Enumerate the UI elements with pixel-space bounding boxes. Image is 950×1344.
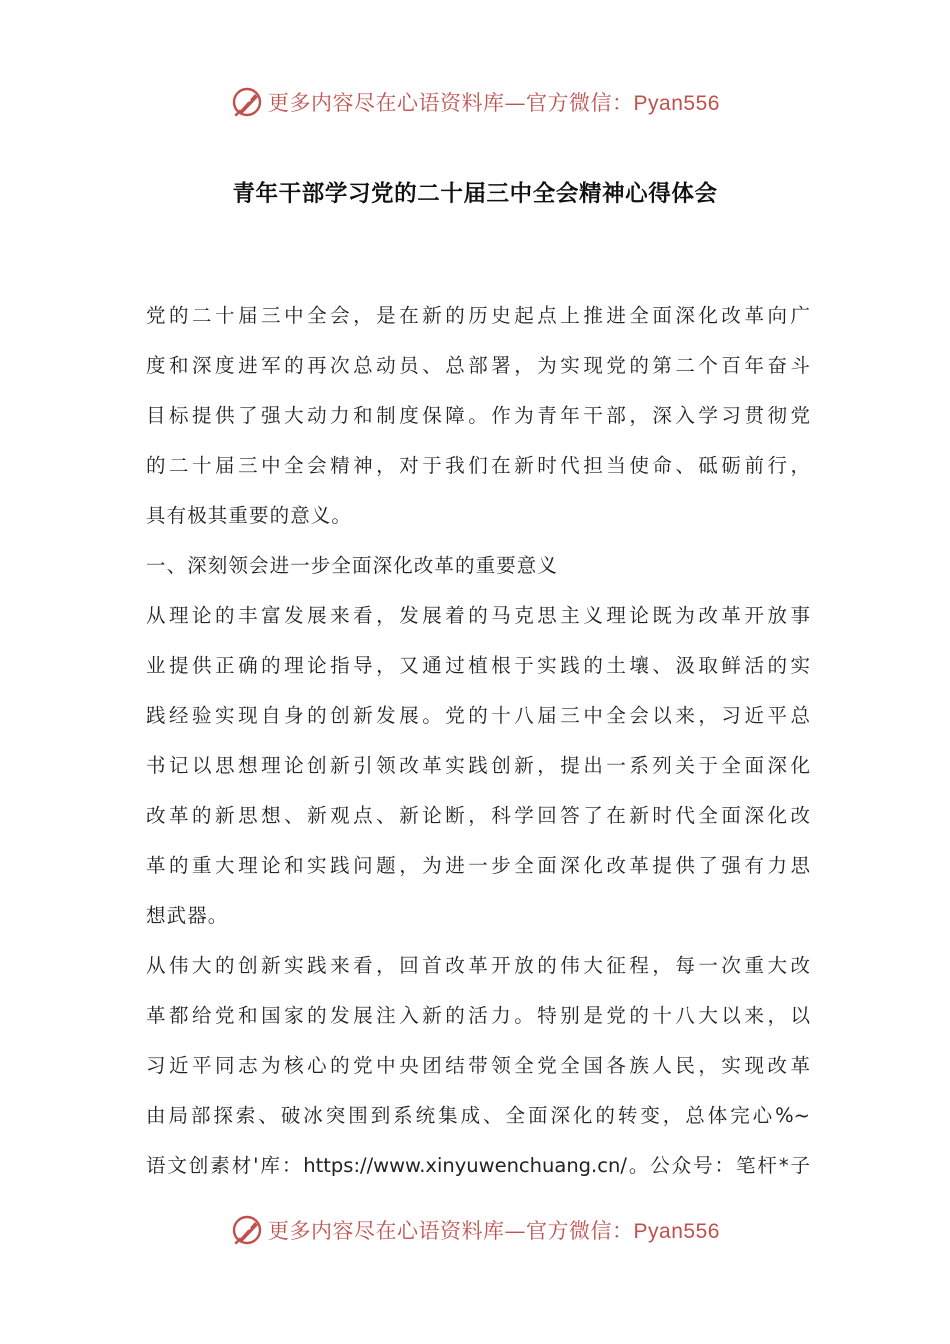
watermark-wechat-id: Pyan556 [633, 1220, 720, 1243]
text-line: 革的重大理论和实践问题，为进一步全面深化改革提供了强有力思 [146, 854, 810, 877]
text-line: 想武器。 [146, 904, 229, 927]
fountain-pen-logo-icon [230, 85, 264, 119]
text-line: 度和深度进军的再次总动员、总部署，为实现党的第二个百年奋斗 [146, 354, 810, 377]
text-line: 由局部探索、破冰突围到系统集成、全面深化的转变，总体完心%~ [146, 1104, 810, 1127]
text-line: 党的二十届三中全会，是在新的历史起点上推进全面深化改革向广 [146, 304, 810, 327]
footer-watermark [0, 1210, 950, 1250]
text-line: 具有极其重要的意义。 [146, 504, 353, 527]
text-line: 革都给党和国家的发展注入新的活力。特别是党的十八大以来，以 [146, 1004, 810, 1027]
watermark-text: 更多内容尽在心语资料库—官方微信：Pyan556 [268, 91, 720, 115]
fountain-pen-logo-icon [230, 1213, 264, 1247]
section-heading: 一、深刻领会进一步全面深化改革的重要意义 [146, 554, 559, 577]
text-line: 书记以思想理论创新引领改革实践创新，提出一系列关于全面深化 [146, 754, 810, 777]
text-line: 业提供正确的理论指导，又通过植根于实践的土壤、汲取鲜活的实 [146, 654, 810, 677]
header-watermark [0, 82, 950, 122]
text-line: 改革的新思想、新观点、新论断，科学回答了在新时代全面深化改 [146, 804, 810, 827]
text-line: 语文创素材'库：https://www.xinyuwenchuang.cn/。公众号：笔杆*子 [146, 1154, 810, 1177]
text-line: 习近平同志为核心的党中央团结带领全党全国各族人民，实现改革 [146, 1054, 810, 1077]
text-line: 践经验实现自身的创新发展。党的十八届三中全会以来，习近平总 [146, 704, 810, 727]
text-line: 从理论的丰富发展来看，发展着的马克思主义理论既为改革开放事 [146, 604, 810, 627]
watermark-text: 更多内容尽在心语资料库—官方微信：Pyan556 [268, 1219, 720, 1243]
text-line: 从伟大的创新实践来看，回首改革开放的伟大征程，每一次重大改 [146, 954, 810, 977]
watermark-wechat-id: Pyan556 [633, 92, 720, 115]
document-body [146, 291, 810, 1191]
text-line: 的二十届三中全会精神，对于我们在新时代担当使命、砥砺前行， [146, 454, 810, 477]
text-line: 目标提供了强大动力和制度保障。作为青年干部，深入学习贯彻党 [146, 404, 810, 427]
document-title: 青年干部学习党的二十届三中全会精神心得体会 [232, 181, 718, 207]
